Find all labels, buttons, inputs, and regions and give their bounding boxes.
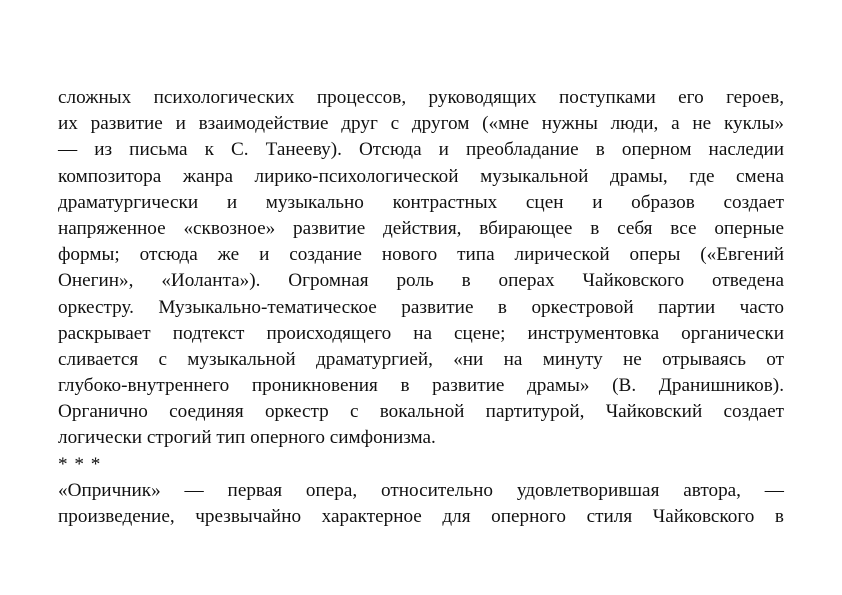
text-line: глубоко-внутреннего проникновения в развитие драмы» (В. Дранишников). [58, 375, 784, 397]
text-line: «Опричник» — первая опера, относительно удовлетворившая автора, — [58, 479, 784, 501]
text-line: оркестру. Музыкально-тематическое развитие в оркестровой партии часто [58, 296, 784, 318]
paragraph-2 [58, 478, 784, 530]
text-line: — из письма к С. Танееву). Отсюда и преобладание в оперном наследии [58, 139, 784, 161]
text-line: сливается с музыкальной драматургией, «ни на минуту не отрываясь от [58, 348, 784, 370]
section-separator: * * * [58, 453, 102, 475]
text-line: напряженное «сквозное» развитие действия, вбирающее в себя все оперные [58, 217, 784, 239]
text-line: сложных психологических процессов, руководящих поступками его героев, [58, 87, 784, 108]
text-line: их развитие и взаимодействие друг с другом («мне нужны люди, а не куклы» [58, 113, 784, 135]
text-line: Органично соединяя оркестр с вокальной партитурой, Чайковский создает [58, 401, 784, 423]
text-line: произведение, чрезвычайно характерное для оперного стиля Чайковского в [58, 506, 784, 527]
document-page [58, 85, 784, 530]
text-line: драматургически и музыкально контрастных сцен и образов создает [58, 191, 784, 213]
text-line: формы; отсюда же и создание нового типа лирической оперы («Евгений [58, 244, 784, 266]
paragraph-1 [58, 85, 784, 452]
text-line: раскрывает подтекст происходящего на сцене; инструментовка органически [58, 322, 784, 344]
text-line: логически строгий тип оперного симфонизма. [58, 427, 436, 449]
text-line: композитора жанра лирико-психологической музыкальной драмы, где смена [58, 165, 784, 187]
text-line: Онегин», «Иоланта»). Огромная роль в операх Чайковского отведена [58, 270, 784, 292]
